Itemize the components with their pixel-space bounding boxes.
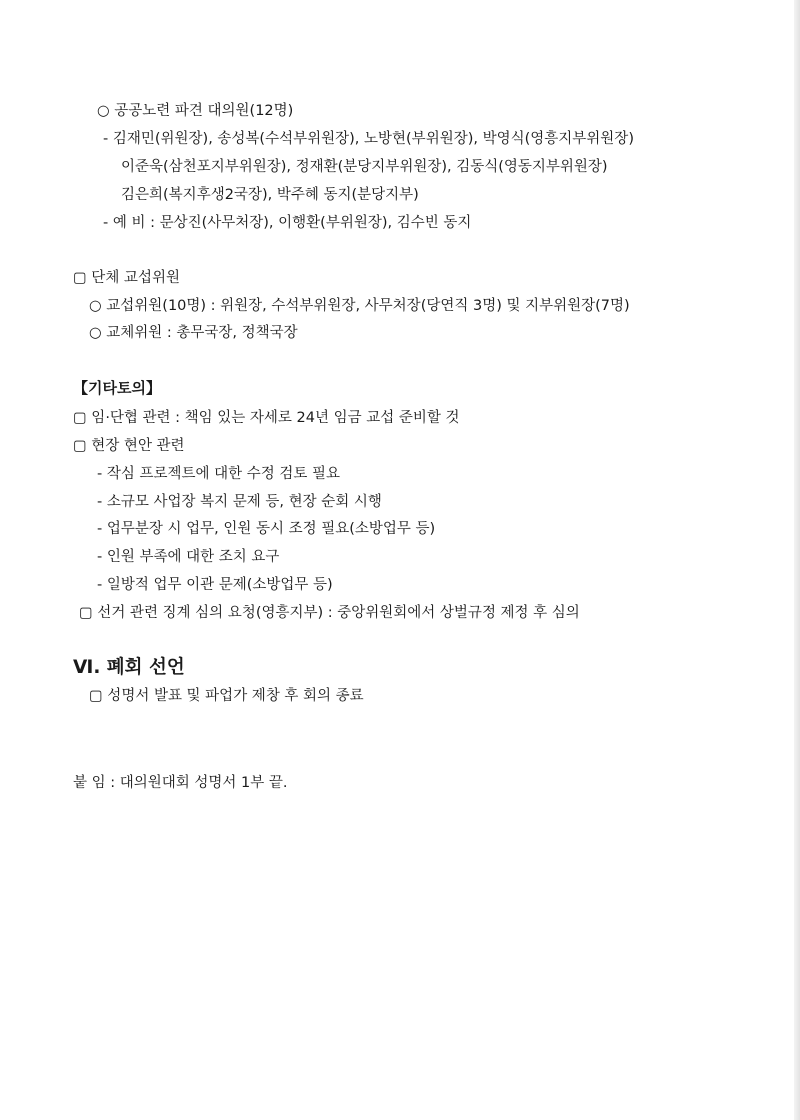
committee-item-alternates: ○ 교체위원 : 총무국장, 정책국장	[89, 325, 298, 341]
closing-title: Ⅵ. 폐회 선언	[73, 657, 185, 678]
dispatch-reserve: - 예 비 : 문상진(사무처장), 이행환(부위원장), 김수빈 동지	[103, 215, 472, 231]
dispatch-title: ○ 공공노련 파견 대의원(12명)	[97, 103, 294, 119]
dispatch-members-line-2: 이준욱(삼천포지부위원장), 정재환(분당지부위원장), 김동식(영동지부위원장)	[121, 159, 608, 175]
closing-item: ▢ 성명서 발표 및 파업가 제창 후 회의 종료	[89, 688, 364, 704]
attachment-note: 붙 임 : 대의원대회 성명서 1부 끝.	[73, 775, 288, 791]
other-election: ▢ 선거 관련 징계 심의 요청(영흥지부) : 중앙위원회에서 상벌규정 제정 후 심의	[79, 605, 580, 621]
field-item-4: - 인원 부족에 대한 조치 요구	[97, 549, 280, 565]
other-title: 【기타토의】	[73, 379, 161, 397]
other-wage: ▢ 임·단협 관련 : 책임 있는 자세로 24년 임금 교섭 준비할 것	[73, 410, 460, 426]
field-item-2: - 소규모 사업장 복지 문제 등, 현장 순회 시행	[97, 494, 382, 510]
dispatch-members-line-1: - 김재민(위원장), 송성복(수석부위원장), 노방현(부위원장), 박영식(영흥지부위원장)	[103, 131, 634, 147]
field-item-1: - 작심 프로젝트에 대한 수정 검토 필요	[97, 466, 340, 482]
other-field-title: ▢ 현장 현안 관련	[73, 438, 185, 454]
dispatch-members-line-3: 김은희(복지후생2국장), 박주혜 동지(분당지부)	[121, 187, 419, 203]
committee-item-negotiators: ○ 교섭위원(10명) : 위원장, 수석부위원장, 사무처장(당연직 3명) 및 지부위원장(7명)	[89, 298, 630, 314]
committee-title: ▢ 단체 교섭위원	[73, 270, 180, 286]
field-item-3: - 업무분장 시 업무, 인원 동시 조정 필요(소방업무 등)	[97, 521, 436, 537]
field-item-5: - 일방적 업무 이관 문제(소방업무 등)	[97, 577, 333, 593]
page-edge	[794, 0, 800, 1120]
